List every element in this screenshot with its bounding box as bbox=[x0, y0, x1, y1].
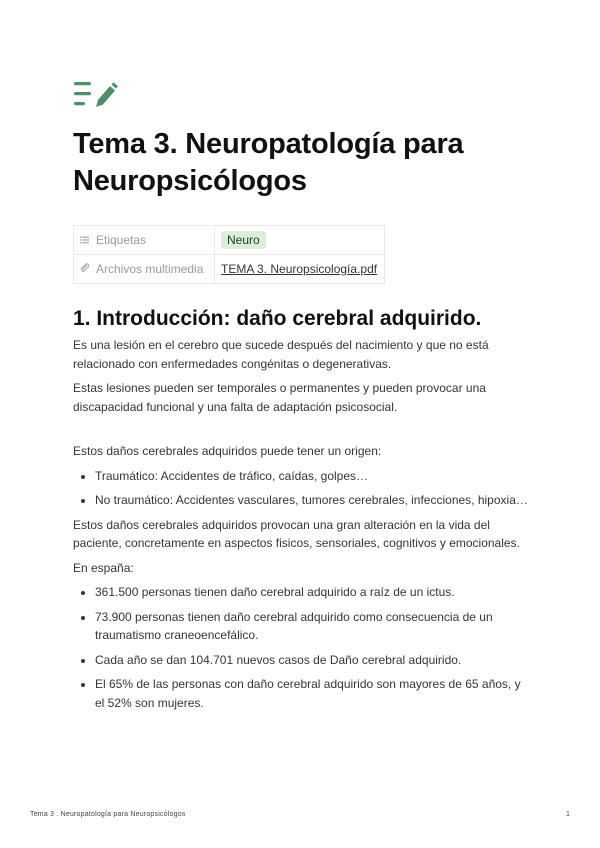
property-name-cell bbox=[74, 226, 215, 255]
properties-table bbox=[73, 225, 385, 284]
footer-page-number: 1 bbox=[566, 811, 570, 818]
list-item: • Traumático: Accidentes de tráfico, caídas, golpes… bbox=[95, 467, 533, 486]
paperclip-icon bbox=[80, 263, 92, 276]
paragraph: Es una lesión en el cerebro que sucede después del nacimiento y que no está relacionado con enfermedades congénitas o degenerativas. bbox=[73, 338, 489, 371]
paragraph: En españa: bbox=[73, 560, 134, 575]
property-row-tags bbox=[74, 226, 385, 255]
page-title: Tema 3. Neuropatología para Neuropsicólogos bbox=[73, 128, 464, 197]
origin-list bbox=[73, 467, 533, 510]
list-item: • Cada año se dan 104.701 nuevos casos de Daño cerebral adquirido. bbox=[95, 651, 533, 670]
paragraph: Estos daños cerebrales adquiridos provocan una gran alteración en la vida del paciente, concretamente en aspectos fisicos, sensoriales, cognitivos y emocionales. bbox=[73, 517, 520, 550]
attachment-link[interactable]: TEMA 3. Neuropsicología.pdf bbox=[221, 262, 378, 276]
list-item: • El 65% de las personas con daño cerebral adquirido son mayores de 65 años, y el 52% son mujeres. bbox=[95, 675, 533, 712]
footer-doc-title: Tema 3 . Neuropatología para Neuropsicólogos bbox=[30, 811, 186, 818]
paragraph: Estas lesiones pueden ser temporales o permanentes y pueden provocar una discapacidad funcional y una falta de adaptación psicosocial. bbox=[73, 381, 486, 414]
property-row-media bbox=[74, 255, 385, 284]
property-value-cell bbox=[215, 255, 385, 284]
list-item: • 73.900 personas tienen daño cerebral adquirido como consecuencia de un traumatismo craneoencefálico. bbox=[95, 608, 533, 645]
property-label: Archivos multimedia bbox=[96, 262, 204, 276]
section-body bbox=[73, 336, 533, 718]
paragraph: Estos daños cerebrales adquiridos puede tener un origen: bbox=[73, 444, 382, 458]
property-name-cell bbox=[74, 255, 215, 284]
property-label: Etiquetas bbox=[96, 233, 147, 247]
notes-pen-icon bbox=[74, 80, 118, 110]
list-item: • 361.500 personas tienen daño cerebral adquirido a raíz de un ictus. bbox=[95, 583, 533, 602]
property-value-cell bbox=[215, 226, 385, 255]
spain-stats-list bbox=[73, 583, 533, 712]
section-heading: 1. Introducción: daño cerebral adquirido. bbox=[73, 307, 482, 330]
list-item: • No traumático: Accidentes vasculares, tumores cerebrales, infecciones, hipoxia… bbox=[95, 491, 533, 510]
tag-badge[interactable]: Neuro bbox=[221, 231, 266, 249]
list-icon bbox=[80, 236, 92, 247]
